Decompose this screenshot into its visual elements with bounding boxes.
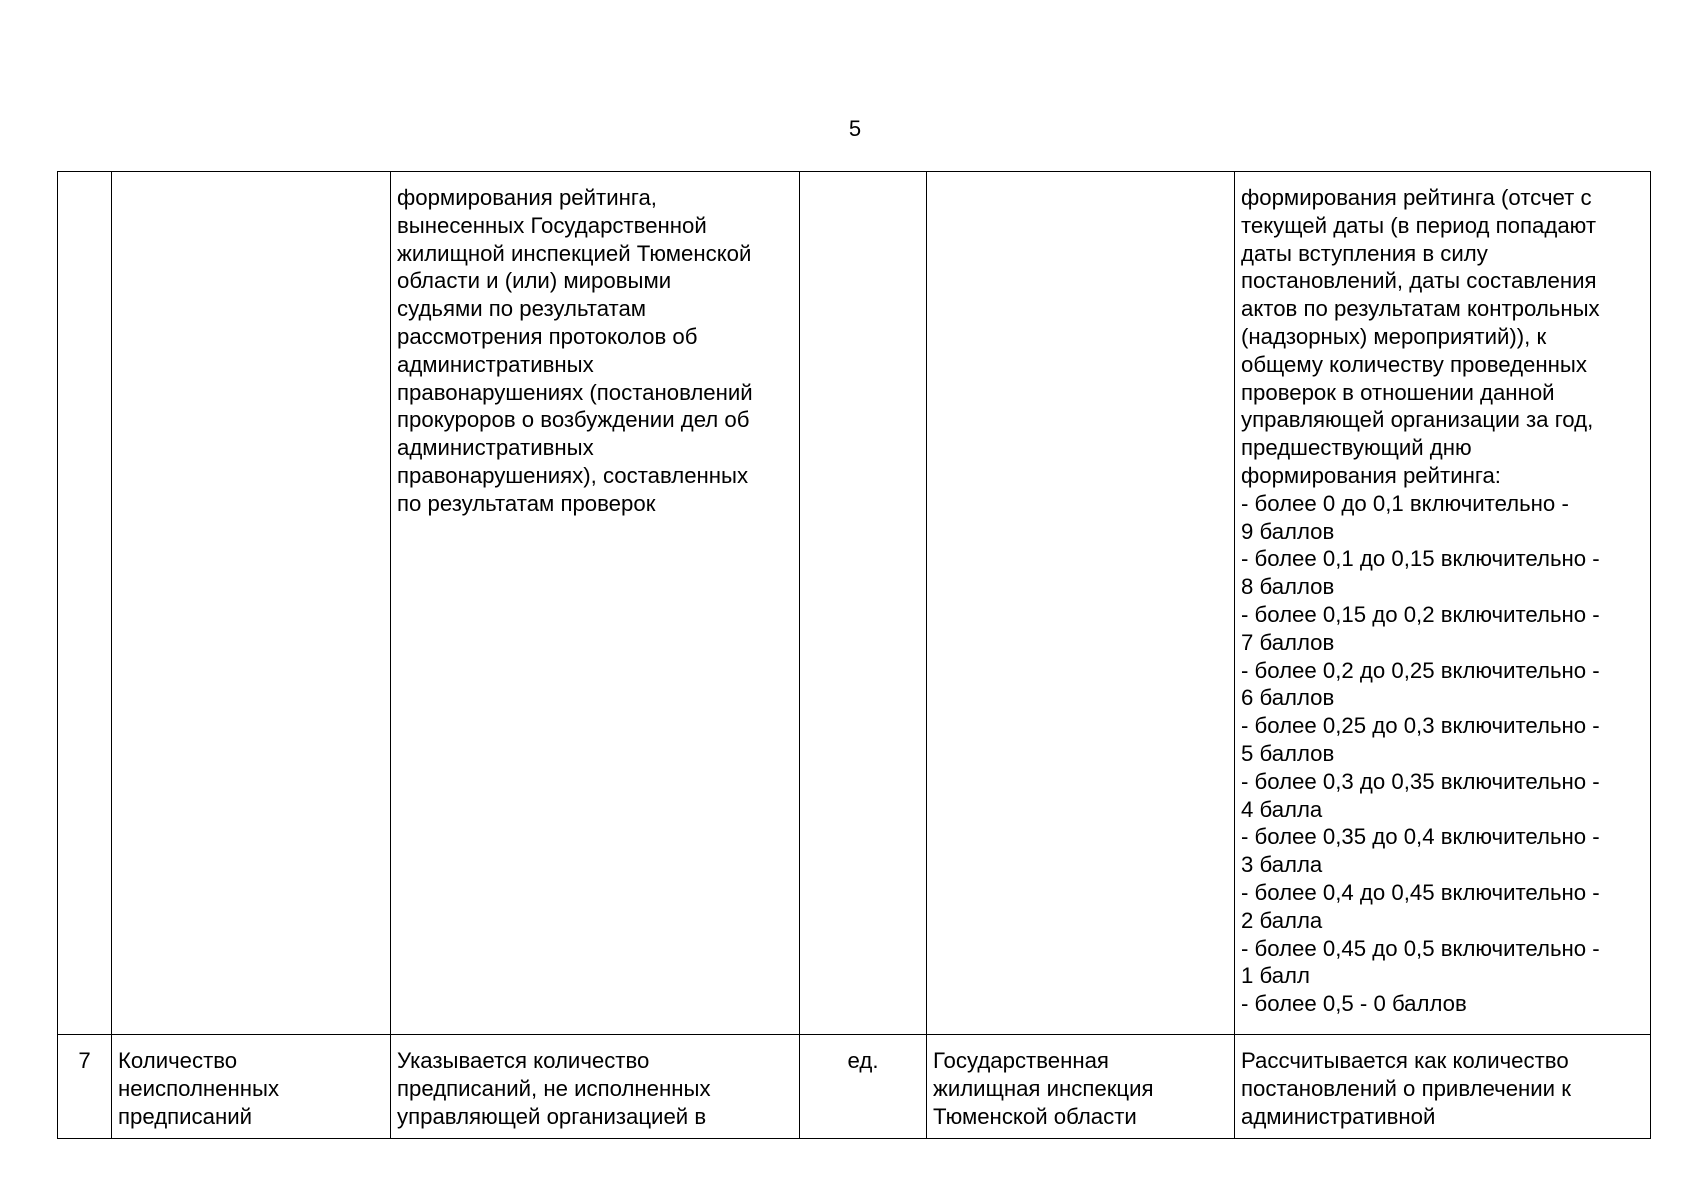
text-line: Количество: [118, 1048, 238, 1073]
text-line: 6 баллов: [1241, 685, 1335, 711]
text-line: постановлений, даты составления: [1241, 268, 1597, 294]
table-row: [58, 172, 1651, 1035]
indicator-table: [57, 171, 1651, 1139]
text-line: - более 0,5 - 0 баллов: [1241, 991, 1467, 1017]
text-line: области и (или) мировыми: [397, 268, 672, 294]
cell-indicator-name: [112, 1035, 391, 1139]
cell-calculation: [1235, 1035, 1651, 1139]
cell-description: [391, 172, 800, 1035]
text-line: - более 0,25 до 0,3 включительно -: [1241, 713, 1600, 739]
text-line: жилищная инспекция: [933, 1075, 1154, 1101]
text-line: административной: [1241, 1103, 1436, 1129]
text-line: по результатам проверок: [397, 490, 656, 516]
cell-source: [927, 1035, 1235, 1139]
text-line: формирования рейтинга,: [397, 185, 657, 210]
text-line: предписаний: [118, 1103, 253, 1129]
cell-indicator-name: [112, 172, 391, 1035]
text-line: управляющей организацией в: [397, 1103, 707, 1129]
text-line: 9 баллов: [1241, 518, 1335, 544]
text-line: текущей даты (в период попадают: [1241, 212, 1596, 238]
text-line: Государственная: [933, 1048, 1109, 1073]
table-row: [58, 1035, 1651, 1139]
text-line: - более 0,15 до 0,2 включительно -: [1241, 601, 1600, 627]
text-line: вынесенных Государственной: [397, 212, 707, 238]
text-line: Рассчитывается как количество: [1241, 1048, 1569, 1073]
text-line: 4 балла: [1241, 796, 1323, 822]
text-line: жилищной инспекцией Тюменской: [397, 240, 752, 266]
cell-unit: [800, 172, 927, 1035]
cell-number: [58, 172, 112, 1035]
text-line: 3 балла: [1241, 852, 1323, 878]
cell-source: [927, 172, 1235, 1035]
text-line: общему количеству проведенных: [1241, 351, 1587, 377]
text-line: неисполненных: [118, 1075, 280, 1101]
cell-description: [391, 1035, 800, 1139]
text-line: правонарушениях (постановлений: [397, 379, 753, 405]
text-line: актов по результатам контрольных: [1241, 296, 1600, 322]
text-line: формирования рейтинга:: [1241, 462, 1501, 488]
text-line: предписаний, не исполненных: [397, 1075, 711, 1101]
text-line: административных: [397, 351, 594, 377]
text-line: - более 0,3 до 0,35 включительно -: [1241, 768, 1600, 794]
text-line: формирования рейтинга (отсчет с: [1241, 185, 1592, 210]
text-line: 8 баллов: [1241, 574, 1335, 600]
text-line: проверок в отношении данной: [1241, 379, 1555, 405]
text-line: - более 0,4 до 0,45 включительно -: [1241, 879, 1600, 905]
text-line: - более 0,1 до 0,15 включительно -: [1241, 546, 1600, 572]
text-line: административных: [397, 435, 594, 461]
text-line: 5 баллов: [1241, 740, 1335, 766]
text-line: рассмотрения протоколов об: [397, 323, 698, 349]
text-line: - более 0,45 до 0,5 включительно -: [1241, 935, 1600, 961]
text-line: даты вступления в силу: [1241, 240, 1488, 266]
text-line: - более 0,2 до 0,25 включительно -: [1241, 657, 1600, 683]
text-line: 1 балл: [1241, 963, 1310, 989]
text-line: - более 0,35 до 0,4 включительно -: [1241, 824, 1600, 850]
text-line: - более 0 до 0,1 включительно -: [1241, 490, 1569, 516]
cell-number: 7: [58, 1035, 112, 1139]
text-line: правонарушениях), составленных: [397, 462, 749, 488]
text-line: судьями по результатам: [397, 296, 647, 322]
page-number: 5: [848, 116, 862, 141]
text-line: прокуроров о возбуждении дел об: [397, 407, 750, 433]
text-line: Указывается количество: [397, 1048, 650, 1073]
text-line: предшествующий дню: [1241, 435, 1472, 461]
cell-calculation: [1235, 172, 1651, 1035]
text-line: 7 баллов: [1241, 629, 1335, 655]
text-line: (надзорных) мероприятий)), к: [1241, 323, 1547, 349]
cell-unit: ед.: [800, 1035, 927, 1139]
text-line: управляющей организации за год,: [1241, 407, 1594, 433]
text-line: постановлений о привлечении к: [1241, 1075, 1571, 1101]
text-line: 2 балла: [1241, 907, 1323, 933]
text-line: Тюменской области: [933, 1103, 1137, 1129]
